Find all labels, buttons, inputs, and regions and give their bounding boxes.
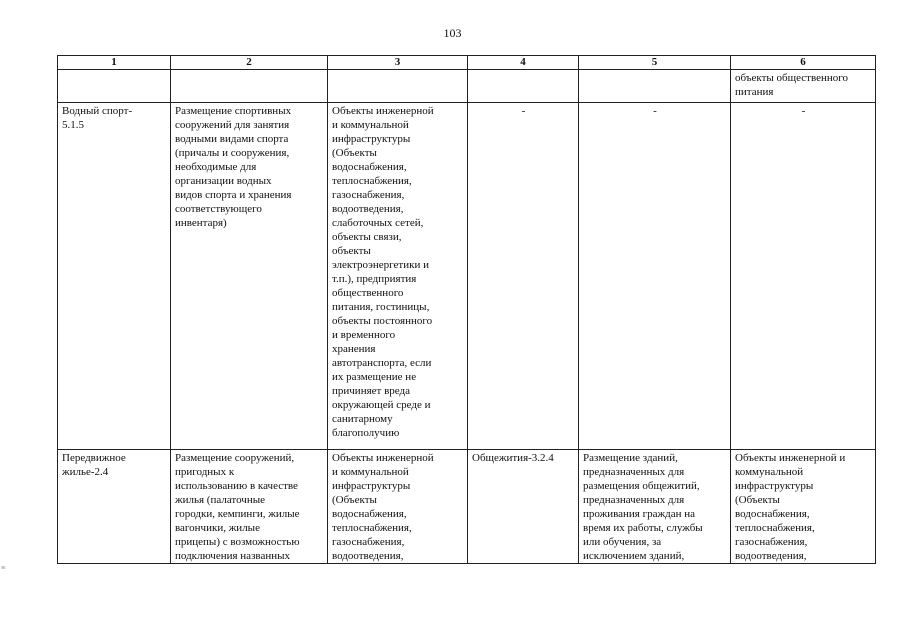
land-use-table — [57, 55, 876, 564]
table-cell — [468, 70, 579, 103]
table-cell: Объекты инженерной и коммунальной инфраструктуры (Объекты водоснабжения, теплоснабжения, газоснабжения, водоотведения, слаботочных сетей, объекты связи, объекты электроэнергетики и т.п.), предприятия общественного питания, гостиницы, объекты постоянного и временного хранения автотранспорта, если их размещение не причиняет вреда окружающей среде и санитарному благополучию — [328, 103, 468, 450]
table-cell: - — [468, 103, 579, 450]
column-header: 4 — [468, 56, 579, 70]
table-row-mobile-housing — [58, 450, 876, 564]
table-cell: Передвижное жилье-2.4 — [58, 450, 171, 564]
table-row-continuation — [58, 70, 876, 103]
table-row-water-sport — [58, 103, 876, 450]
column-header: 3 — [328, 56, 468, 70]
margin-mark: ≡ — [1, 563, 6, 572]
table-header-row — [58, 56, 876, 70]
table-cell: Размещение спортивных сооружений для занятия водными видами спорта (причалы и сооружения, необходимые для организации водных видов спорта и хранения соответствующего инвентаря) — [171, 103, 328, 450]
column-header: 2 — [171, 56, 328, 70]
table-cell: - — [579, 103, 731, 450]
table-cell: Водный спорт- 5.1.5 — [58, 103, 171, 450]
table-cell: Размещение сооружений, пригодных к использованию в качестве жилья (палаточные городки, кемпинги, жилые вагончики, жилые прицепы) с возможностью подключения названных — [171, 450, 328, 564]
table-cell: Общежития-3.2.4 — [468, 450, 579, 564]
page-number: 103 — [443, 26, 462, 40]
column-header: 6 — [731, 56, 876, 70]
column-header: 5 — [579, 56, 731, 70]
table-cell: Объекты инженерной и коммунальной инфраструктуры (Объекты водоснабжения, теплоснабжения, газоснабжения, водоотведения, — [328, 450, 468, 564]
table-cell — [328, 70, 468, 103]
table-cell — [58, 70, 171, 103]
table-cell: - — [731, 103, 876, 450]
table-cell: объекты общественного питания — [731, 70, 876, 103]
column-header: 1 — [58, 56, 171, 70]
table-cell: Размещение зданий, предназначенных для размещения общежитий, предназначенных для проживания граждан на время их работы, службы или обучения, за исключением зданий, — [579, 450, 731, 564]
table-cell — [171, 70, 328, 103]
table-cell: Объекты инженерной и коммунальной инфраструктуры (Объекты водоснабжения, теплоснабжения, газоснабжения, водоотведения, — [731, 450, 876, 564]
table-cell — [579, 70, 731, 103]
